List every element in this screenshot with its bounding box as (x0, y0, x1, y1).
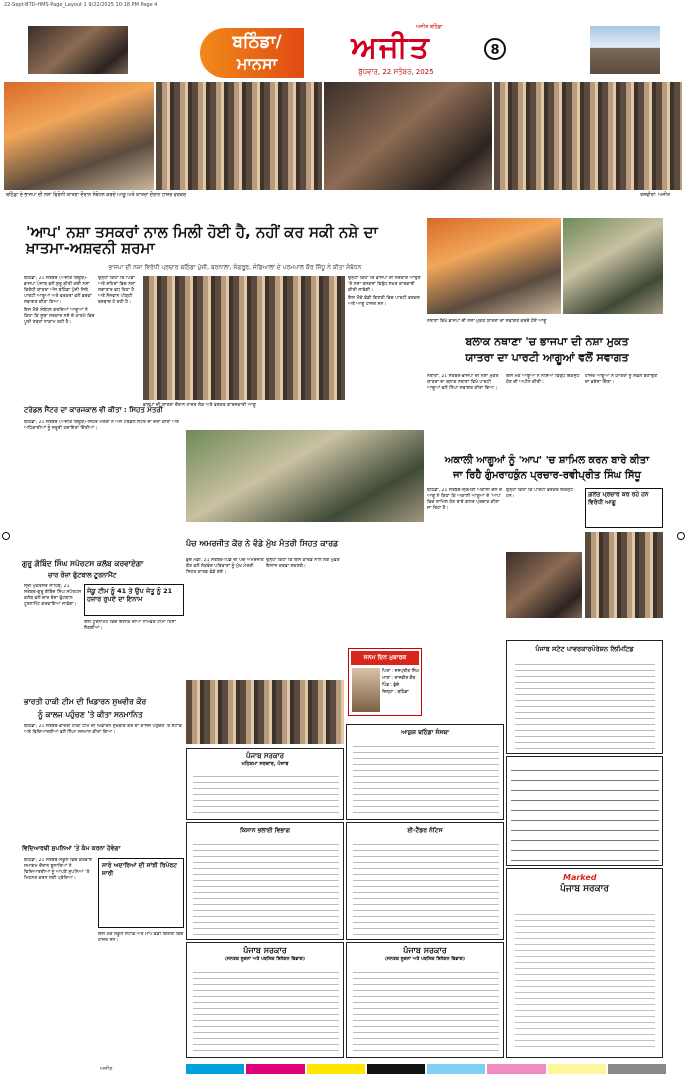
ad-2-sub: (ਜਨਤਕ ਸੂਚਨਾ ਅਤੇ ਪਬਲਿਕ ਰਿਲੇਸ਼ਨ ਵਿਭਾਗ) (225, 957, 305, 962)
reg-black (367, 1064, 425, 1074)
masthead-left-photo (28, 26, 128, 74)
power-corp-ad (506, 640, 663, 754)
birthday-title: ਜਨਮ ਦਿਨ ਮੁਬਾਰਕ (351, 651, 419, 665)
birthday-line: ਪਿੰਡ : ਭੁੱਚੋ (382, 683, 400, 688)
ad-2-body (193, 967, 339, 1053)
akali-photo-1 (506, 552, 582, 618)
lead-photo-caption: ਭਾਜਪਾ ਦੀ ਯਾਤਰਾ ਦੌਰਾਨ ਹਾਜ਼ਰ ਲੋਕ ਅਤੇ ਵਰਕਰ ਕਾਰਜਕਾਰੀ ਆਗੂ (143, 403, 256, 408)
lead-subhead: ਭਾਜਪਾ ਦੀ ਨਸ਼ਾ ਵਿਰੋਧੀ ਪ੍ਰਚਾਰ ਬਠਿੰਡਾ ਪੁੱਜੀ, ਬਰਨਾਲਾ, ਸੰਗਰੂਰ, ਜੰਡਿਆਲਾ ਦੇ ਪਰਮਪਾਲ ਕੌਰ ਸਿੱਧੂ ਨੇ ਕੀਤਾ ਸੰਬੋਧਨ (108, 264, 362, 271)
right-body-3: ਹਾਜ਼ਰ ਆਗੂਆਂ ਨੇ ਯਾਤਰਾ ਨੂੰ ਸਫ਼ਲ ਬਣਾਉਣ ਦਾ ਭਰੋਸਾ ਦਿੱਤਾ। (585, 374, 658, 385)
reg-light-cyan (427, 1064, 485, 1074)
lead-body-col-1: ਬਠਿੰਡਾ, 21 ਸਤੰਬਰ (ਅਜੀਤ ਬਿਊਰੋ)-ਭਾਜਪਾ ਪੰਜਾਬ ਵਲੋਂ ਸ਼ੁਰੂ ਕੀਤੀ ਗਈ ਨਸ਼ਾ ਵਿਰੋਧੀ ਯਾਤਰਾ ਅੱਜ ਬਠਿੰਡਾ ਪੁੱਜੀ ਜਿਥੇ ਪਾਰਟੀ ਆਗੂਆਂ ਅਤੇ ਵਰਕਰਾਂ ਵਲੋਂ ਭਰਵਾਂ ਸਵਾਗਤ ਕੀਤਾ ਗਿਆ। ਇਸ ਮੌਕੇ ਸੰਬੋਧਨ ਕਰਦਿਆਂ ਆਗੂਆਂ ਨੇ ਕਿਹਾ ਕਿ ਸੂਬਾ ਸਰਕਾਰ ਨਸ਼ੇ ਦੇ ਖ਼ਾਤਮੇ ਵਿਚ ਪੂਰੀ ਤਰ੍ਹਾਂ ਨਾਕਾਮ ਰਹੀ ਹੈ। (24, 276, 95, 325)
tender-body (353, 839, 499, 935)
marked-logo: Marked (563, 873, 597, 882)
akali-headline-1: ਅਕਾਲੀ ਆਗੂਆਂ ਨੂੰ 'ਆਪ' 'ਚ ਸ਼ਾਮਿਲ ਕਰਨ ਬਾਰੇ ਕੀਤਾ (444, 455, 650, 466)
top-photos-caption: ਬਠਿੰਡਾ ਦੇ ਭਾਜਪਾ ਦੀ ਨਸ਼ਾ ਵਿਰੋਧੀ ਯਾਤਰਾ ਦੌਰਾਨ ਸੰਬੋਧਨ ਕਰਦੇ ਆਗੂ ਅਤੇ ਯਾਤਰਾ ਦੌਰਾਨ ਹਾਜ਼ਰ ਵਰਕਰ (6, 193, 186, 198)
bharti-team-headline: ਭਾਰਤੀ ਹਾਕੀ ਟੀਮ ਦੀ ਖਿਡਾਰਨ ਸੁਖਵੀਰ ਕੌਰ (24, 697, 147, 706)
reg-light-magenta (487, 1064, 545, 1074)
lead-body-col-3: ਉਨ੍ਹਾਂ ਕਿਹਾ ਕਿ ਭਾਜਪਾ ਦੀ ਸਰਕਾਰ ਆਉਣ 'ਤੇ ਨਸ਼ਾ ਤਸਕਰਾਂ ਵਿਰੁੱਧ ਸਖ਼ਤ ਕਾਰਵਾਈ ਕੀਤੀ ਜਾਵੇਗੀ। ਇਸ ਮੌਕੇ ਵੱਡੀ ਗਿਣਤੀ ਵਿਚ ਪਾਰਟੀ ਵਰਕਰ ਅਤੇ ਆਗੂ ਹਾਜ਼ਰ ਸਨ। (348, 276, 421, 307)
registration-mark-left (2, 532, 10, 540)
registration-mark-right (677, 532, 685, 540)
marked-title: ਪੰਜਾਬ ਸਰਕਾਰ (560, 884, 609, 894)
reg-yellow (307, 1064, 365, 1074)
kisan-body (193, 839, 339, 935)
aayush-ad (346, 724, 504, 820)
trade-center-headline: ਟਰੇਡਲ ਸੈਂਟਰ ਦਾ ਕਾਰਜਕਾਲ ਵੀ ਕੀਤਾ : ਸਿਹਤ ਮੰਤਰੀ (24, 406, 163, 414)
lead-headline: 'ਆਪ' ਨਸ਼ਾ ਤਸਕਰਾਂ ਨਾਲ ਮਿਲੀ ਹੋਈ ਹੈ, ਨਹੀਂ ਕਰ ਸਕੀ ਨਸ਼ੇ ਦਾ ਖ਼ਾਤਮਾ-ਅਸ਼ਵਨੀ ਸ਼ਰਮਾ (26, 223, 378, 257)
edition-bottom: ਮਾਨਸਾ (236, 54, 278, 73)
right-headline-1: ਬਲਾਕ ਨਥਾਣਾ 'ਚ ਭਾਜਪਾ ਦੀ ਨਸ਼ਾ ਮੁਕਤ (465, 335, 629, 348)
panch-body-2: ਉਨ੍ਹਾਂ ਕਿਹਾ ਕਿ ਇਸ ਕਾਰਡ ਨਾਲ ਲੋਕ ਮੁਫ਼ਤ ਇਲਾਜ ਕਰਵਾ ਸਕਣਗੇ। (266, 558, 340, 569)
vidyarthi-body-1: ਬਠਿੰਡਾ, 21 ਸਤੰਬਰ-ਸਕੂਲ ਵਿਚ ਕਰਵਾਏ ਸਮਾਗਮ ਦੌਰਾਨ ਬੁਲਾਰਿਆਂ ਨੇ ਵਿਦਿਆਰਥੀਆਂ ਨੂੰ ਆਪਣੇ ਸੁਪਨਿਆਂ 'ਤੇ ਮਿਹਨਤ ਕਰਨ ਲਈ ਪ੍ਰੇਰਿਆ। (24, 858, 93, 881)
birthday-box (348, 648, 422, 716)
date-line: ਬੁੱਧਵਾਰ, 22 ਸਤੰਬਰ, 2025 (358, 68, 434, 76)
top-photo-2 (156, 82, 322, 190)
page-number: 8 (484, 38, 506, 60)
top-photo-1 (4, 82, 154, 190)
right-photo-1 (427, 218, 561, 314)
kisan-title: ਕਿਸਾਨ ਭਲਾਈ ਵਿਭਾਗ (240, 827, 290, 834)
guru-gobind-body: ਸ੍ਰੀ ਮੁਕਤਸਰ ਸਾਹਿਬ, 21 ਸਤੰਬਰ-ਗੁਰੂ ਗੋਬਿੰਦ ਸਿੰਘ ਸਪੋਰਟਸ ਕਲੱਬ ਵਲੋਂ ਚਾਰ ਰੋਜ਼ਾ ਫੁੱਟਬਾਲ ਟੂਰਨਾਮੈਂਟ ਕਰਵਾਇਆ ਜਾਵੇਗਾ। (24, 584, 82, 607)
paper-title-block (306, 24, 476, 78)
masthead (28, 22, 660, 80)
masthead-right-photo (590, 26, 660, 74)
right-photo-caption: ਨਥਾਣਾ ਵਿਖੇ ਭਾਜਪਾ ਦੀ ਨਸ਼ਾ ਮੁਕਤ ਯਾਤਰਾ ਦਾ ਸਵਾਗਤ ਕਰਦੇ ਹੋਏ ਆਗੂ (427, 319, 547, 324)
tender-title: ਈ-ਟੈਂਡਰ ਨੋਟਿਸ (407, 827, 443, 834)
trade-center-body: ਬਠਿੰਡਾ, 21 ਸਤੰਬਰ (ਅਜੀਤ ਬਿਊਰੋ)-ਸਿਹਤ ਮੰਤਰੀ ਨੇ ਅੱਜ ਟਰੇਡਲ ਸੈਂਟਰ ਦਾ ਦੌਰਾ ਕੀਤਾ ਅਤੇ ਅਧਿਕਾਰੀਆਂ ਨੂੰ ਜ਼ਰੂਰੀ ਹਦਾਇਤਾਂ ਦਿੱਤੀਆਂ। (24, 420, 179, 431)
akali-body-2: ਉਨ੍ਹਾਂ ਕਿਹਾ ਕਿ ਪਾਰਟੀ ਵਰਕਰ ਇਕਜੁੱਟ ਹਨ। (506, 488, 574, 499)
guru-gobind-subhead: ਚਾਰ ਰੋਜ਼ਾ ਫੁੱਟਬਾਲ ਟੂਰਨਾਮੈਂਟ (48, 571, 117, 579)
top-photo-3 (324, 82, 492, 190)
vidyarthi-headline: ਵਿਦਿਆਰਥੀ ਸੁਪਨਿਆਂ 'ਤੇ ਕੰਮ ਕਰਨਾ ਹੋਵੇਗਾ (22, 845, 121, 852)
akali-body-1: ਬਠਿੰਡਾ, 21 ਸਤੰਬਰ-ਸ਼੍ਰੋਮਣੀ ਅਕਾਲੀ ਦਲ ਦੇ ਆਗੂ ਨੇ ਕਿਹਾ ਕਿ ਅਕਾਲੀ ਆਗੂਆਂ ਦੇ 'ਆਪ' ਵਿਚ ਸ਼ਾਮਿਲ ਹੋਣ ਬਾਰੇ ਗ਼ਲਤ ਪ੍ਰਚਾਰ ਕੀਤਾ ਜਾ ਰਿਹਾ ਹੈ। (427, 488, 503, 511)
kisan-dept-ad (186, 822, 344, 940)
panch-body-1: ਭੁੱਚੋ ਮੰਡੀ, 21 ਸਤੰਬਰ-ਪਿੰਡ ਦੀ ਪੰਚ ਅਮਰਜੀਤ ਕੌਰ ਵਲੋਂ ਲੋੜਵੰਦ ਪਰਿਵਾਰਾਂ ਨੂੰ ਮੁੱਖ ਮੰਤਰੀ ਸਿਹਤ ਕਾਰਡ ਵੰਡੇ ਗਏ। (186, 558, 264, 575)
akali-headline-2: ਜਾ ਰਿਹੈ ਗੁੰਮਰਾਹਕੁੰਨ ਪ੍ਰਚਾਰ-ਰਵੀਪ੍ਰੀਤ ਸਿੰਘ ਸਿੱਧੂ (453, 470, 641, 481)
ad-3-sub: (ਜਨਤਕ ਸੂਚਨਾ ਅਤੇ ਪਬਲਿਕ ਰਿਲੇਸ਼ਨ ਵਿਭਾਗ) (385, 957, 465, 962)
edition-badge (200, 28, 304, 78)
ad-1-title: ਪੰਜਾਬ ਸਰਕਾਰ (245, 752, 284, 760)
top-photos-credit: ਤਸਵੀਰਾਂ: ਅਜੀਤ (640, 193, 670, 198)
lead-photo (143, 276, 345, 400)
right-body-2: ਇਸ ਮੌਕੇ ਆਗੂਆਂ ਨੇ ਨਸ਼ਿਆਂ ਵਿਰੁੱਧ ਇਕਜੁੱਟ ਹੋਣ ਦੀ ਅਪੀਲ ਕੀਤੀ। (506, 374, 580, 385)
prize-quote-box: ਜੇਕੂ ਟੀਮ ਨੂੰ 41 ਤੇ ਉਪ ਜੇਤੂ ਨੂੰ 21 ਹਜ਼ਾਰ ਰੁਪਏ ਦਾ ਇਨਾਮ (84, 584, 184, 616)
birthday-line: ਮਾਤਾ : ਰਾਜਵੀਰ ਕੌਰ (382, 676, 416, 681)
bharti-team-subhead: ਨੂੰ ਕਾਲਜ ਪਹੁੰਚਣ 'ਤੇ ਕੀਤਾ ਸਨਮਾਨਿਤ (38, 710, 143, 719)
ad-1-sub: ਮਹਿਕਮਾ ਸਰਕਾਰ, ਪੰਜਾਬ (241, 761, 289, 767)
punjab-sarkar-ad-1 (186, 748, 344, 820)
notice-table-ad (506, 756, 663, 866)
panch-amarjit-headline: ਪੰਚ ਅਮਰਜੀਤ ਕੌਰ ਨੇ ਵੰਡੇ ਮੁੱਖ ਮੰਤਰੀ ਸਿਹਤ ਕਾਰਡ (186, 539, 339, 548)
lead-body-col-2: ਉਨ੍ਹਾਂ ਕਿਹਾ ਕਿ ਪਿੰਡਾਂ ਅਤੇ ਸ਼ਹਿਰਾਂ ਵਿਚ ਨਸ਼ਾ ਲਗਾਤਾਰ ਵਧ ਰਿਹਾ ਹੈ ਅਤੇ ਨੌਜਵਾਨ ਪੀੜ੍ਹੀ ਬਰਬਾਦ ਹੋ ਰਹੀ ਹੈ। (98, 276, 136, 305)
birthday-photo (352, 668, 380, 712)
akali-side-box: ਗ਼ਲਤ ਪ੍ਰਚਾਰ ਕਰ ਰਹੇ ਹਨ ਵਿਰੋਧੀ ਆਗੂ (585, 488, 663, 528)
edition-top: ਬਠਿੰਡਾ/ (232, 32, 282, 52)
bharti-team-body: ਬਠਿੰਡਾ, 21 ਸਤੰਬਰ-ਭਾਰਤੀ ਹਾਕੀ ਟੀਮ ਦੀ ਖਿਡਾਰਨ ਸੁਖਵੀਰ ਕੌਰ ਦਾ ਕਾਲਜ ਪਹੁੰਚਣ 'ਤੇ ਸਟਾਫ਼ ਅਤੇ ਵਿਦਿਆਰਥੀਆਂ ਵਲੋਂ ਨਿੱਘਾ ਸਨਮਾਨ ਕੀਤਾ ਗਿਆ। (24, 724, 182, 735)
kisan-box: ਸਾਰੇ ਅਦਾਰਿਆਂ ਦੀ ਸਾਂਝੀ ਰਿਪੋਰਟ ਜਾਰੀ (98, 858, 184, 928)
ad-2-title: ਪੰਜਾਬ ਸਰਕਾਰ (243, 946, 287, 955)
ad-3-body (353, 967, 499, 1053)
birthday-line: ਪਿਤਾ : ਜਸਪ੍ਰੀਤ ਸਿੰਘ (382, 669, 420, 674)
reg-cyan (186, 1064, 244, 1074)
top-photo-4 (494, 82, 682, 190)
guru-gobind-body-2: ਇਸ ਟੂਰਨਾਮੈਂਟ ਵਿਚ ਇਲਾਕੇ ਦੀਆਂ ਨਾਮਵਰ ਟੀਮਾਂ ਹਿੱਸਾ ਲੈਣਗੀਆਂ। (84, 620, 176, 631)
right-photo-2 (563, 218, 663, 314)
footer-text: ਅਜੀਤ (100, 1066, 113, 1072)
birthday-lines (382, 668, 420, 696)
birthday-line: ਜ਼ਿਲ੍ਹਾ : ਬਠਿੰਡਾ (382, 690, 409, 695)
ad-1-body (193, 771, 339, 815)
right-headline-2: ਯਾਤਰਾ ਦਾ ਪਾਰਟੀ ਆਗੂਆਂ ਵਲੋਂ ਸਵਾਗਤ (465, 351, 629, 364)
right-body-1: ਨਥਾਣਾ, 21 ਸਤੰਬਰ-ਭਾਜਪਾ ਦੀ ਨਸ਼ਾ ਮੁਕਤ ਯਾਤਰਾ ਦਾ ਬਲਾਕ ਨਥਾਣਾ ਵਿਖੇ ਪਾਰਟੀ ਆਗੂਆਂ ਵਲੋਂ ਨਿੱਘਾ ਸਵਾਗਤ ਕੀਤਾ ਗਿਆ। (427, 374, 499, 391)
slug-line: 22-Sept-BTD-HMS-Page_Layout 1 9/22/2025 10:18 PM Page 4 (4, 2, 158, 8)
aayush-title: ਆਯੁਸ਼ ਬਠਿੰਡਾ ਸੰਸਥਾ (401, 729, 449, 736)
middle-photo (186, 430, 424, 522)
guru-gobind-headline: ਗੁਰੂ ਗੋਬਿੰਦ ਸਿੰਘ ਸਪੋਰਟਸ ਕਲੱਬ ਕਰਵਾਏਗਾ (22, 559, 144, 568)
paper-tag: ਅਜੀਤ ਬਠਿੰਡਾ (416, 24, 443, 30)
reg-light-yellow (548, 1064, 606, 1074)
punjab-sarkar-ad-3 (346, 942, 504, 1058)
power-corp-body (515, 659, 655, 749)
marked-ad (506, 868, 663, 1058)
aayush-body (353, 741, 499, 815)
reg-grey (608, 1064, 666, 1074)
paper-name: ਅਜੀਤ (351, 30, 431, 65)
marked-body (515, 909, 655, 1049)
akali-photo-2 (585, 532, 663, 618)
notice-table (511, 761, 659, 861)
reg-magenta (246, 1064, 304, 1074)
ad-3-title: ਪੰਜਾਬ ਸਰਕਾਰ (403, 946, 447, 955)
tender-ad (346, 822, 504, 940)
bottom-middle-photo (186, 680, 344, 744)
power-corp-title: ਪੰਜਾਬ ਸਟੇਟ ਪਾਵਰਕਾਰਪੋਰੇਸ਼ਨ ਲਿਮਿਟਿਡ (535, 645, 634, 653)
registration-bar (186, 1064, 666, 1074)
punjab-sarkar-ad-2 (186, 942, 344, 1058)
vidyarthi-body-2: ਇਸ ਮੌਕੇ ਸਕੂਲ ਸਟਾਫ਼ ਅਤੇ ਮਾਪੇ ਵੱਡੀ ਗਿਣਤੀ ਵਿਚ ਹਾਜ਼ਰ ਸਨ। (98, 932, 184, 943)
